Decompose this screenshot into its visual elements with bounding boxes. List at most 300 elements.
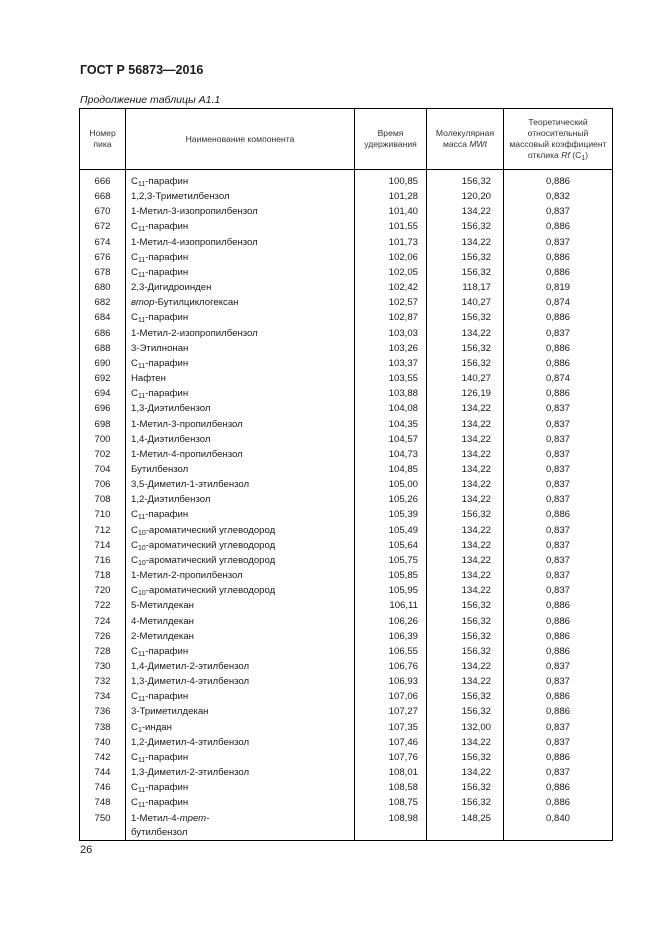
molecular-mass: 156,32 [427,507,504,522]
peak-number: 732 [80,674,126,689]
response-factor: 0,837 [504,523,613,538]
retention-time: 103,88 [355,386,427,401]
peak-number: 734 [80,689,126,704]
peak-number: 714 [80,538,126,553]
header-rf [504,109,613,170]
table-caption: Продолжение таблицы А1.1 [80,94,221,106]
response-factor: 0,837 [504,735,613,750]
component-name-subscript: 1 [137,726,142,734]
table-header-row [80,109,613,170]
component-name-subscript: 11 [137,650,146,658]
molecular-mass: 118,17 [427,280,504,295]
peak-number: 740 [80,735,126,750]
component-name [126,386,355,401]
response-factor: 0,837 [504,720,613,735]
retention-time: 104,73 [355,447,427,462]
retention-time: 105,49 [355,523,427,538]
molecular-mass: 134,22 [427,674,504,689]
component-name [126,356,355,371]
component-name-text: С [131,751,138,763]
molecular-mass: 156,32 [427,629,504,644]
response-factor: 0,886 [504,750,613,765]
component-name [126,720,355,735]
component-name-text: С [131,176,138,187]
component-name-text: 1,2-Диэтилбензол [131,494,211,506]
response-factor: 0,837 [504,765,613,780]
table-row [80,235,613,250]
component-name [126,704,355,719]
component-name [126,280,355,295]
response-factor: 0,837 [504,326,613,341]
header-rf-symbol: Rf [561,150,570,160]
retention-time: 104,08 [355,401,427,416]
component-name-tail: -парафин [145,691,189,703]
response-factor: 0,837 [504,583,613,598]
component-name-text: С [131,266,138,278]
component-name-tail: -парафин [145,782,189,794]
response-factor: 0,886 [504,170,613,190]
table-row [80,780,613,795]
component-name [126,750,355,765]
table-row [80,614,613,629]
retention-time: 103,37 [355,356,427,371]
retention-time: 102,06 [355,250,427,265]
peak-number: 748 [80,795,126,810]
molecular-mass: 156,32 [427,598,504,613]
table-row [80,170,613,190]
component-name-text: 3-Триметилдекан [131,706,209,718]
peak-number: 690 [80,356,126,371]
retention-time: 101,73 [355,235,427,250]
retention-time: 103,26 [355,341,427,356]
component-name-text: 1,3-Диэтилбензол [131,403,211,415]
table-row [80,219,613,234]
table-row [80,401,613,416]
peak-number: 746 [80,780,126,795]
component-name-subscript: 11 [137,756,146,764]
table-row [80,432,613,447]
retention-time: 102,42 [355,280,427,295]
retention-time: 103,03 [355,326,427,341]
component-name [126,598,355,613]
peak-number: 680 [80,280,126,295]
table-row [80,674,613,689]
component-name [126,417,355,432]
component-name-text: 1-Метил-3-изопропилбензол [131,206,258,218]
component-name [126,568,355,583]
table-row [80,583,613,598]
table-row [80,689,613,704]
component-name-subscript: 11 [137,271,146,279]
molecular-mass: 134,22 [427,659,504,674]
molecular-mass: 156,32 [427,644,504,659]
peak-number: 700 [80,432,126,447]
molecular-mass: 126,19 [427,386,504,401]
component-name-text: 1-Метил-2-изопропилбензол [131,327,258,339]
response-factor: 0,837 [504,659,613,674]
peak-number: 688 [80,341,126,356]
response-factor: 0,886 [504,780,613,795]
response-factor: 0,886 [504,507,613,522]
molecular-mass: 134,22 [427,492,504,507]
component-name-tail: -парафин [145,266,189,278]
retention-time: 107,76 [355,750,427,765]
component-name [126,432,355,447]
retention-time: 105,75 [355,553,427,568]
table-row [80,492,613,507]
peak-number: 698 [80,417,126,432]
component-name-subscript: 11 [137,181,146,188]
table-row [80,795,613,810]
molecular-mass: 134,22 [427,765,504,780]
response-factor: 0,886 [504,219,613,234]
response-factor: 0,832 [504,189,613,204]
table-row [80,341,613,356]
response-factor: 0,837 [504,204,613,219]
component-name-text: 1-Метил-4- [131,812,180,824]
component-name-text: С [131,388,138,400]
component-name-text: 1,4-Диметил-2-этилбензол [131,661,250,672]
peak-number: 706 [80,477,126,492]
component-name-subscript: 10 [137,590,146,598]
component-name-text: 5-Метилдекан [131,600,194,612]
table-row [80,310,613,325]
component-name-text: С [131,524,138,536]
molecular-mass: 134,22 [427,235,504,250]
component-name [126,170,355,190]
table-row [80,507,613,522]
header-rf-prefix: Теоретический относительный массовый коэффициент отклика [509,117,607,160]
component-name-text: 4-Метилдекан [131,615,194,627]
component-name [126,538,355,553]
component-name [126,689,355,704]
molecular-mass: 156,32 [427,310,504,325]
peak-number: 676 [80,250,126,265]
component-name-text: 2-Метилдекан [131,630,194,642]
table-row [80,568,613,583]
component-name-text: 1-Метил-2-пропилбензол [131,570,243,582]
component-name [126,265,355,280]
component-name-text: 1-Метил-4-пропилбензол [131,448,243,460]
table-row [80,356,613,371]
molecular-mass: 156,32 [427,689,504,704]
component-name [126,310,355,325]
peak-number: 686 [80,326,126,341]
component-name-italic: трет [179,812,207,824]
component-name-text: 1,2,3-Триметилбензол [131,191,230,203]
molecular-mass: 134,22 [427,735,504,750]
header-mass-prefix: Молекулярная масса [435,128,495,149]
molecular-mass: 134,22 [427,462,504,477]
molecular-mass: 156,32 [427,170,504,190]
response-factor: 0,874 [504,295,613,310]
molecular-mass: 156,32 [427,265,504,280]
component-name-tail: -индан [141,721,172,733]
response-factor: 0,837 [504,477,613,492]
component-name [126,235,355,250]
response-factor: 0,886 [504,598,613,613]
peak-number: 712 [80,523,126,538]
peak-number: 704 [80,462,126,477]
component-name-text: С [131,691,138,703]
retention-time: 107,35 [355,720,427,735]
component-name-tail: -ароматический углеводород [145,524,276,536]
component-name-subscript: 11 [137,393,146,401]
response-factor: 0,886 [504,356,613,371]
component-name [126,371,355,386]
peak-number: 708 [80,492,126,507]
retention-time: 106,26 [355,614,427,629]
component-name-text: Бутилбензол [131,463,189,475]
component-name-text: С [131,721,138,733]
molecular-mass: 140,27 [427,295,504,310]
component-name-tail: -парафин [145,509,189,521]
response-factor: 0,837 [504,553,613,568]
response-factor: 0,837 [504,447,613,462]
response-factor: 0,840 [504,811,613,841]
header-mass [427,109,504,170]
table-row [80,538,613,553]
table-row [80,477,613,492]
molecular-mass: 134,22 [427,553,504,568]
response-factor: 0,886 [504,265,613,280]
response-factor: 0,886 [504,310,613,325]
component-name [126,189,355,204]
component-name-subscript: 10 [137,559,146,567]
retention-time: 101,40 [355,204,427,219]
component-name [126,811,355,841]
molecular-mass: 134,22 [427,432,504,447]
table-row [80,295,613,310]
peak-number: 678 [80,265,126,280]
molecular-mass: 134,22 [427,417,504,432]
component-name-text: 1,3-Диметил-2-этилбензол [131,767,250,779]
component-name-subscript: 11 [137,787,146,795]
component-name [126,462,355,477]
peak-number: 722 [80,598,126,613]
table-row [80,659,613,674]
component-name [126,765,355,780]
molecular-mass: 156,32 [427,341,504,356]
component-name [126,492,355,507]
retention-time: 102,57 [355,295,427,310]
component-name [126,629,355,644]
retention-time: 106,55 [355,644,427,659]
component-name-text: С [131,797,138,809]
peak-number: 716 [80,553,126,568]
component-name-subscript: 11 [137,317,146,325]
table-row [80,280,613,295]
component-name-tail: -ароматический углеводород [145,554,276,566]
component-name-text: С [131,509,138,521]
response-factor: 0,837 [504,432,613,447]
header-peak: Номер пика [80,109,126,170]
page-number: 26 [80,844,93,856]
molecular-mass: 134,22 [427,568,504,583]
peak-number: 692 [80,371,126,386]
table-row [80,735,613,750]
component-name [126,295,355,310]
header-time: Время удерживания [355,109,427,170]
component-name [126,780,355,795]
component-name-tail: -парафин [145,221,189,233]
component-name [126,447,355,462]
header-rf-sub: 1 [581,155,586,162]
component-name [126,341,355,356]
table-row [80,644,613,659]
molecular-mass: 156,32 [427,750,504,765]
peak-number: 670 [80,204,126,219]
component-name-text: Нафтен [131,373,166,385]
component-name-tail: -парафин [145,312,189,324]
response-factor: 0,886 [504,629,613,644]
molecular-mass: 156,32 [427,795,504,810]
peak-number: 668 [80,189,126,204]
peak-number: 738 [80,720,126,735]
molecular-mass: 134,22 [427,538,504,553]
retention-time: 106,11 [355,598,427,613]
retention-time: 101,28 [355,189,427,204]
table-row [80,386,613,401]
retention-time: 108,98 [355,811,427,841]
component-name-text: С [131,312,138,324]
peak-number: 696 [80,401,126,416]
component-name-text: С [131,357,138,369]
component-table [79,108,613,841]
table-row [80,720,613,735]
component-name [126,204,355,219]
retention-time: 105,85 [355,568,427,583]
component-name-subscript: 10 [137,529,146,537]
component-name-text: 1,3-Диметил-4-этилбензол [131,676,250,688]
component-name-tail: -ароматический углеводород [145,539,276,551]
peak-number: 720 [80,583,126,598]
component-name [126,477,355,492]
component-name-text: С [131,782,138,794]
peak-number: 682 [80,295,126,310]
component-name-tail: -парафин [145,797,189,809]
molecular-mass: 134,22 [427,523,504,538]
molecular-mass: 156,32 [427,704,504,719]
table-row [80,462,613,477]
peak-number: 666 [80,170,126,190]
table-row [80,553,613,568]
component-name-subscript: 11 [137,362,146,370]
component-name [126,735,355,750]
component-name [126,523,355,538]
component-name-text: С [131,645,138,657]
peak-number: 674 [80,235,126,250]
component-name [126,219,355,234]
peak-number: 684 [80,310,126,325]
component-name-text: 1,2-Диметил-4-этилбензол [131,736,250,748]
table-row [80,523,613,538]
component-name-subscript: 11 [137,696,146,704]
document-code: ГОСТ Р 56873—2016 [80,63,204,77]
retention-time: 104,35 [355,417,427,432]
response-factor: 0,886 [504,341,613,356]
component-name-tail: -парафин [145,645,189,657]
molecular-mass: 134,22 [427,204,504,219]
response-factor: 0,886 [504,644,613,659]
header-name: Наименование компонента [126,109,355,170]
component-name-text: С [131,221,138,233]
molecular-mass: 156,32 [427,614,504,629]
component-name [126,553,355,568]
peak-number: 718 [80,568,126,583]
response-factor: 0,837 [504,235,613,250]
table-row [80,371,613,386]
table-row [80,189,613,204]
table-row [80,629,613,644]
component-name [126,401,355,416]
retention-time: 105,26 [355,492,427,507]
peak-number: 728 [80,644,126,659]
retention-time: 106,39 [355,629,427,644]
molecular-mass: 134,22 [427,401,504,416]
response-factor: 0,886 [504,250,613,265]
component-name-italic: втор [131,297,155,309]
molecular-mass: 120,20 [427,189,504,204]
retention-time: 105,95 [355,583,427,598]
component-name [126,583,355,598]
response-factor: 0,886 [504,689,613,704]
retention-time: 102,05 [355,265,427,280]
table-row [80,326,613,341]
response-factor: 0,886 [504,614,613,629]
retention-time: 105,39 [355,507,427,522]
component-name-tail: -парафин [145,357,189,369]
molecular-mass: 132,00 [427,720,504,735]
peak-number: 736 [80,704,126,719]
retention-time: 105,00 [355,477,427,492]
component-name-text: 3-Этилнонан [131,342,189,354]
retention-time: 104,85 [355,462,427,477]
table-body [80,170,613,841]
component-name-subscript: 10 [137,544,146,552]
response-factor: 0,837 [504,462,613,477]
component-name [126,614,355,629]
component-name [126,795,355,810]
table-row [80,750,613,765]
table-row [80,704,613,719]
response-factor: 0,837 [504,492,613,507]
response-factor: 0,886 [504,795,613,810]
component-name [126,326,355,341]
peak-number: 694 [80,386,126,401]
molecular-mass: 148,25 [427,811,504,841]
component-name-text: 1,4-Диэтилбензол [131,433,211,445]
component-name-tail: - [206,812,210,824]
molecular-mass: 140,27 [427,371,504,386]
header-rf-arg: (С [572,150,582,160]
peak-number: 742 [80,750,126,765]
molecular-mass: 156,32 [427,780,504,795]
response-factor: 0,837 [504,674,613,689]
peak-number: 702 [80,447,126,462]
header-rf-close: ) [585,150,589,160]
component-name-tail: -парафин [145,751,189,763]
response-factor: 0,886 [504,386,613,401]
table-row [80,765,613,780]
retention-time: 108,01 [355,765,427,780]
molecular-mass: 156,32 [427,356,504,371]
retention-time: 103,55 [355,371,427,386]
retention-time: 106,76 [355,659,427,674]
retention-time: 108,75 [355,795,427,810]
molecular-mass: 134,22 [427,326,504,341]
component-name [126,659,355,674]
